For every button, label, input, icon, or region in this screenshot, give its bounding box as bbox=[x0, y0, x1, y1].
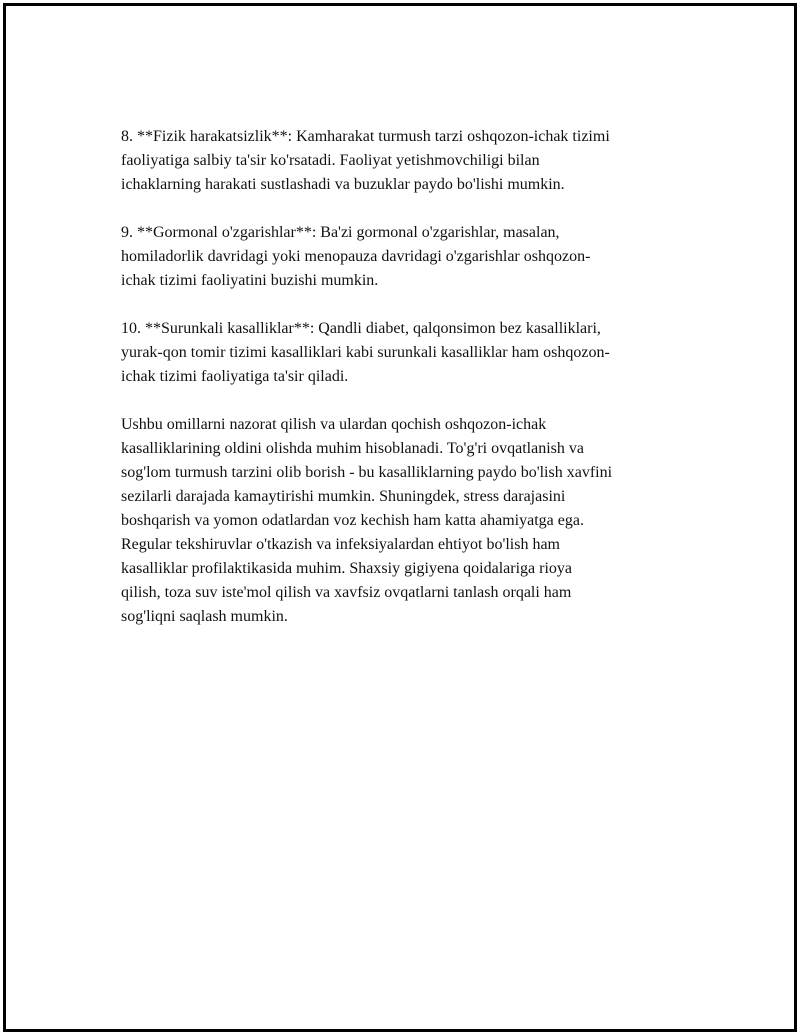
text-line: ichaklarning harakati sustlashadi va buzuklar paydo bo'lishi mumkin. bbox=[121, 176, 565, 193]
paragraph-hormonal-changes bbox=[121, 221, 721, 293]
text-line: sezilarli darajada kamaytirishi mumkin. Shuningdek, stress darajasini bbox=[121, 488, 566, 505]
text-line: faoliyatiga salbiy ta'sir ko'rsatadi. Faoliyat yetishmovchiligi bilan bbox=[121, 152, 540, 169]
text-line: ichak tizimi faoliyatini buzishi mumkin. bbox=[121, 272, 379, 289]
page-frame bbox=[3, 3, 797, 1032]
text-line: homiladorlik davridagi yoki menopauza davridagi o'zgarishlar oshqozon- bbox=[121, 248, 591, 265]
text-line: ichak tizimi faoliyatiga ta'sir qiladi. bbox=[121, 368, 349, 385]
paragraph-chronic-diseases bbox=[121, 317, 721, 389]
text-line: 10. **Surunkali kasalliklar**: Qandli diabet, qalqonsimon bez kasalliklari, bbox=[121, 320, 601, 337]
document-body bbox=[121, 125, 721, 653]
text-line: qilish, toza suv iste'mol qilish va xavfsiz ovqatlarni tanlash orqali ham bbox=[121, 584, 572, 601]
text-line: boshqarish va yomon odatlardan voz kechish ham katta ahamiyatga ega. bbox=[121, 512, 584, 529]
text-line: Ushbu omillarni nazorat qilish va ulardan qochish oshqozon-ichak bbox=[121, 416, 547, 433]
text-line: kasalliklarining oldini olishda muhim hisoblanadi. To'g'ri ovqatlanish va bbox=[121, 440, 584, 457]
text-line: sog'lom turmush tarzini olib borish - bu kasalliklarning paydo bo'lish xavfini bbox=[121, 464, 613, 481]
text-line: 8. **Fizik harakatsizlik**: Kamharakat turmush tarzi oshqozon-ichak tizimi bbox=[121, 128, 610, 145]
text-line: 9. **Gormonal o'zgarishlar**: Ba'zi gormonal o'zgarishlar, masalan, bbox=[121, 224, 560, 241]
text-line: yurak-qon tomir tizimi kasalliklari kabi surunkali kasalliklar ham oshqozon- bbox=[121, 344, 610, 361]
text-line: kasalliklar profilaktikasida muhim. Shaxsiy gigiyena qoidalariga rioya bbox=[121, 560, 572, 577]
paragraph-conclusion bbox=[121, 413, 721, 629]
text-line: sog'liqni saqlash mumkin. bbox=[121, 608, 288, 625]
text-line: Regular tekshiruvlar o'tkazish va infeksiyalardan ehtiyot bo'lish ham bbox=[121, 536, 560, 553]
paragraph-physical-inactivity bbox=[121, 125, 721, 197]
